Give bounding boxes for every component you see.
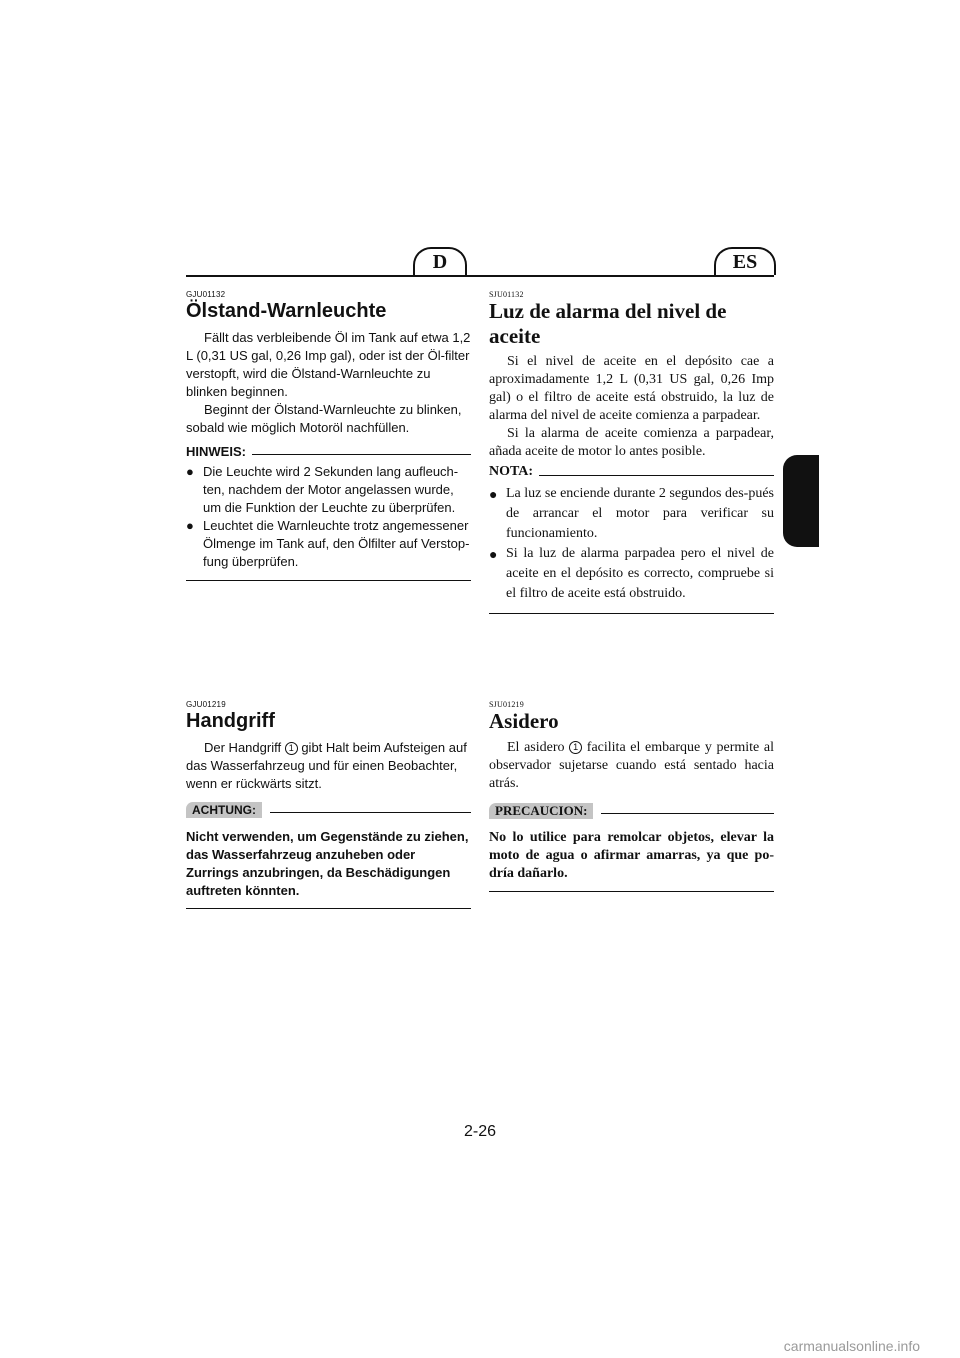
bullet-icon: ● bbox=[489, 486, 498, 502]
section-code: SJU01219 bbox=[489, 700, 524, 709]
caution-label: PRECAUCION: bbox=[489, 803, 593, 819]
language-label-spanish: ES bbox=[714, 247, 776, 275]
note-list bbox=[186, 463, 471, 571]
es-oil-section bbox=[489, 290, 774, 614]
header-rule bbox=[186, 275, 774, 277]
section-title: Ölstand-Warnleuchte bbox=[186, 300, 387, 322]
note-label: NOTA: bbox=[489, 464, 534, 479]
paragraph: El asidero 1 facilita el embarque y permite al observador sujetarse cuando está sentado hacia atrás. bbox=[489, 740, 775, 791]
bullet-icon: ● bbox=[186, 464, 194, 479]
caution-end-rule bbox=[186, 908, 471, 909]
paragraph: Si el nivel de aceite en el depósito cae a aproximadamente 1,2 L (0,31 US gal, 0,26 Imp gal) o el filtro de aceite está obstruido, la luz de alarma del nivel de aceite comienza a parpadear. bbox=[489, 354, 774, 423]
note-end-rule bbox=[489, 613, 774, 614]
section-code: GJU01132 bbox=[186, 290, 226, 299]
note-list bbox=[489, 484, 774, 604]
watermark: carmanualsonline.info bbox=[783, 1338, 920, 1354]
section-title: Asidero bbox=[489, 709, 559, 733]
caution-label: ACHTUNG: bbox=[186, 802, 262, 818]
caution-text: Nicht verwenden, um Gegenstände zu ziehen, das Wasserfahrzeug anzuheben oder Zurrings anzubringen, da Beschädigungen auftreten könnten. bbox=[186, 829, 469, 898]
bullet-icon: ● bbox=[489, 546, 498, 562]
paragraph: Si la alarma de aceite comienza a parpadear, añada aceite de motor lo antes posible. bbox=[489, 426, 774, 459]
note-end-rule bbox=[186, 580, 471, 581]
page-number: 2-26 bbox=[463, 1123, 497, 1140]
paragraph: Beginnt der Ölstand-Warnleuchte zu blinken, sobald wie möglich Motoröl nachfüllen. bbox=[186, 402, 462, 435]
paragraph: Fällt das verbleibende Öl im Tank auf etwa 1,2 L (0,31 US gal, 0,26 Imp gal), oder ist der Öl-filter verstopft, wird die Ölstand-Warnleuchte zu blinken beginnen. bbox=[186, 330, 471, 399]
caution-text: No lo utilice para remolcar objetos, elevar la moto de agua o afirmar amarras, ya que po-dría dañarlo. bbox=[489, 830, 774, 881]
section-title: Handgriff bbox=[186, 710, 275, 732]
chapter-tab-marker bbox=[783, 455, 819, 547]
de-oil-section bbox=[186, 290, 471, 581]
section-title: Luz de alarma del nivel de aceite bbox=[489, 299, 727, 348]
note-header bbox=[186, 444, 471, 459]
de-grip-section bbox=[186, 700, 471, 909]
section-code: GJU01219 bbox=[186, 700, 226, 709]
language-label-german: D bbox=[413, 247, 467, 275]
reference-number-1: 1 bbox=[285, 742, 298, 755]
bullet-icon: ● bbox=[186, 518, 194, 533]
list-item: ● Die Leuchte wird 2 Sekunden lang aufleuch-ten, nachdem der Motor angelassen wurde, um die Funktion der Leuchte zu überprüfen. bbox=[186, 464, 459, 515]
list-item: ● Leuchtet die Warnleuchte trotz angemessener Ölmenge im Tank auf, den Ölfilter auf Verstop-fung überprüfen. bbox=[186, 518, 470, 569]
note-header bbox=[489, 464, 774, 480]
reference-number-1: 1 bbox=[569, 741, 582, 754]
caution-header bbox=[186, 802, 471, 818]
caution-end-rule bbox=[489, 891, 774, 892]
es-grip-section bbox=[489, 700, 774, 892]
note-label: HINWEIS: bbox=[186, 444, 246, 459]
caution-header bbox=[489, 803, 774, 819]
paragraph: Der Handgriff 1 gibt Halt beim Aufsteigen auf das Wasserfahrzeug und für einen Beobachter, wenn er rückwärts sitzt. bbox=[186, 740, 467, 791]
list-item: ● Si la luz de alarma parpadea pero el nivel de aceite en el depósito es correcto, compruebe si el filtro de aceite está obstruido. bbox=[489, 546, 774, 601]
section-code: SJU01132 bbox=[489, 290, 524, 299]
list-item: ● La luz se enciende durante 2 segundos des-pués de arrancar el motor para verificar su funcionamiento. bbox=[489, 486, 774, 541]
